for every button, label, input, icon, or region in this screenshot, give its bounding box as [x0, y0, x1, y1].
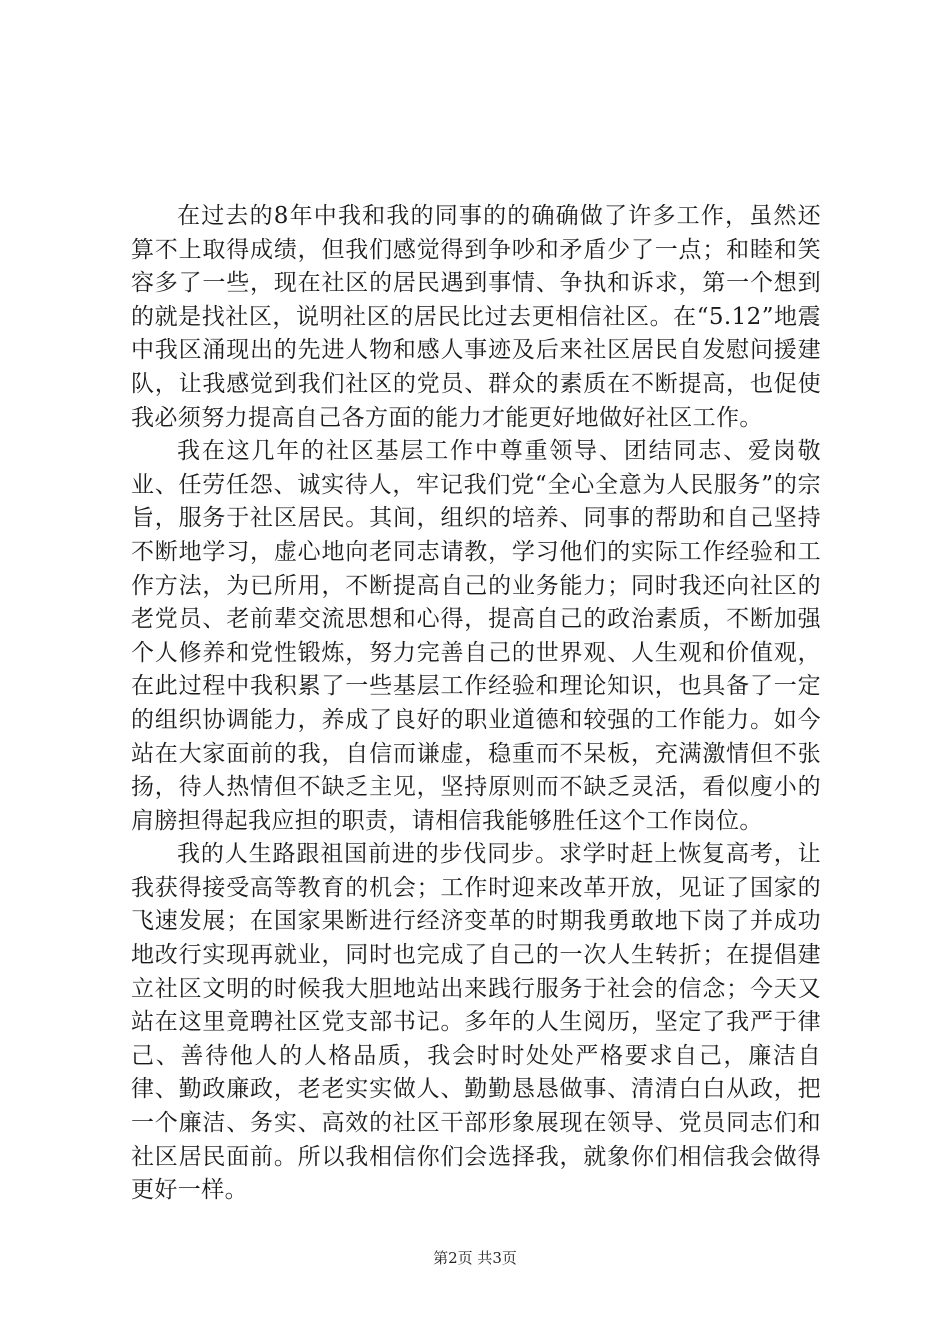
page-number-footer: 第2页 共3页	[433, 1249, 517, 1267]
document-body	[131, 200, 821, 1208]
body-paragraph-1: 在过去的8年中我和我的同事的的确确做了许多工作，虽然还算不上取得成绩，但我们感觉得到争吵和矛盾少了一点；和睦和笑容多了一些，现在社区的居民遇到事情、争执和诉求，第一个想到的就是找社区，说明社区的居民比过去更相信社区。在“5.12”地震中我区涌现出的先进人物和感人事迹及后来社区居民自发慰问援建队，让我感觉到我们社区的党员、群众的素质在不断提高，也促使我必须努力提高自己各方面的能力才能更好地做好社区工作。	[131, 203, 821, 431]
body-paragraph-2: 我在这几年的社区基层工作中尊重领导、团结同志、爱岗敬业、任劳任怨、诚实待人，牢记我们党“全心全意为人民服务”的宗旨，服务于社区居民。其间，组织的培养、同事的帮助和自己坚持不断地学习，虚心地向老同志请教，学习他们的实际工作经验和工作方法，为已所用，不断提高自己的业务能力；同时我还向社区的老党员、老前辈交流思想和心得，提高自己的政治素质，不断加强个人修养和党性锻炼，努力完善自己的世界观、人生观和价值观，在此过程中我积累了一些基层工作经验和理论知识，也具备了一定的组织协调能力，养成了良好的职业道德和较强的工作能力。如今站在大家面前的我，自信而谦虚，稳重而不呆板，充满激情但不张扬，待人热情但不缺乏主见，坚持原则而不缺乏灵活，看似廋小的肩膀担得起我应担的职责，请相信我能够胜任这个工作岗位。	[131, 438, 821, 834]
body-paragraph-3: 我的人生路跟祖国前进的步伐同步。求学时赶上恢复高考，让我获得接受高等教育的机会；工作时迎来改革开放，见证了国家的飞速发展；在国家果断进行经济变革的时期我勇敢地下岗了并成功地改行实现再就业，同时也完成了自己的一次人生转折；在提倡建立社区文明的时候我大胆地站出来践行服务于社会的信念；今天又站在这里竟聘社区党支部书记。多年的人生阅历，坚定了我严于律己、善待他人的人格品质，我会时时处处严格要求自己，廉洁自律、勤政廉政，老老实实做人、勤勤恳恳做事、清清白白从政，把一个廉洁、务实、高效的社区干部形象展现在领导、党员同志们和社区居民面前。所以我相信你们会选择我，就象你们相信我会做得更好一样。	[131, 841, 821, 1204]
